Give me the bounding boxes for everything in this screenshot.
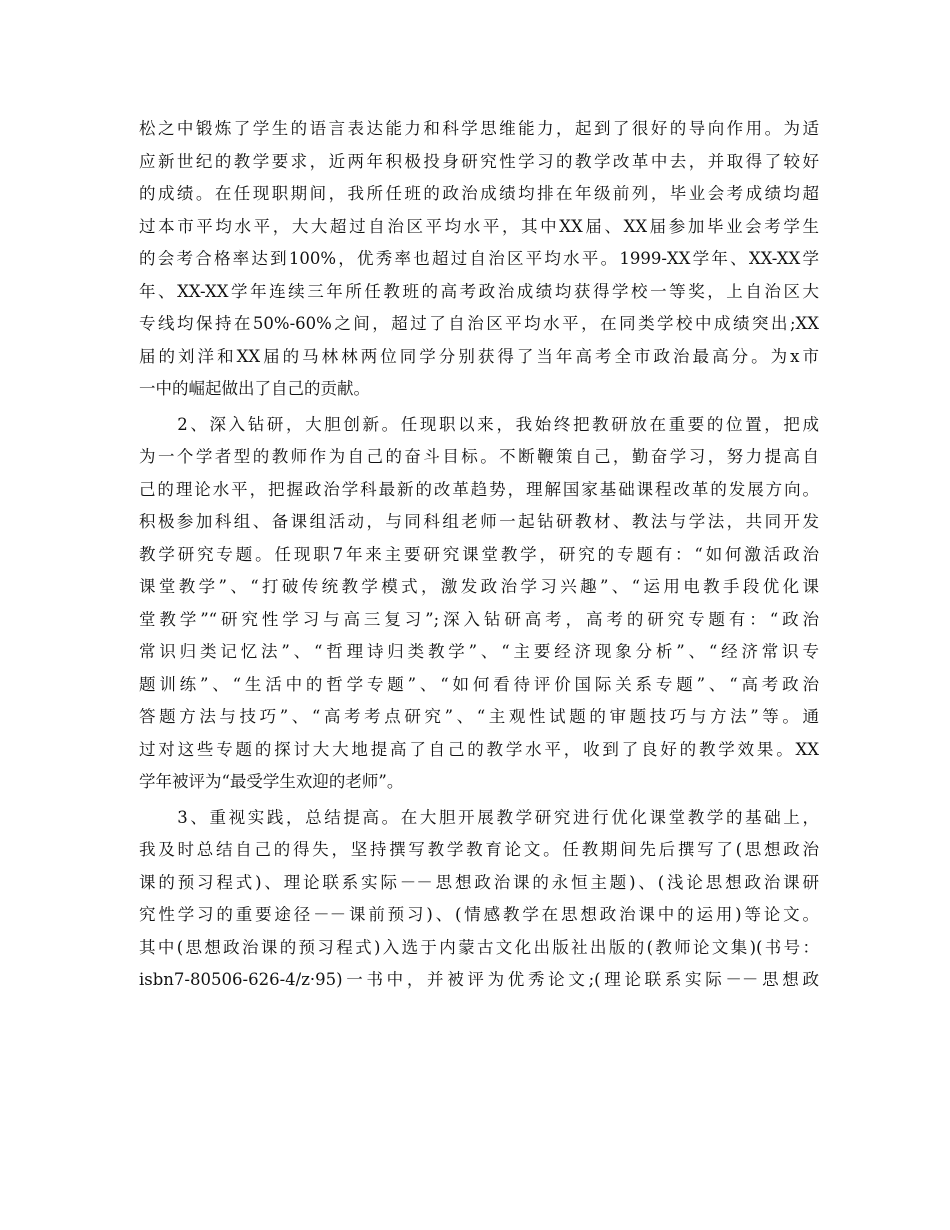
text-line: 学年被评为“最受学生欢迎的老师”。 xyxy=(139,772,404,791)
text-line: 己的理论水平，把握政治学科最新的改革趋势，理解国家基础课程改革的发展方向。 xyxy=(139,479,819,499)
text-line: 为一个学者型的教师作为自己的奋斗目标。不断鞭策自己，勤奋学习，努力提高自 xyxy=(139,447,819,466)
text-line: 题训练”、“生活中的哲学专题”、“如何看待评价国际关系专题”、“高考政治 xyxy=(139,674,819,694)
text-line: 常识归类记忆法”、“哲理诗归类教学”、“主要经济现象分析”、“经济常识专 xyxy=(139,642,819,661)
text-line: 3、重视实践，总结提高。在大胆开展教学研究进行优化课堂教学的基础上， xyxy=(139,807,819,827)
text-line: 答题方法与技巧”、“高考考点研究”、“主观性试题的审题技巧与方法”等。通 xyxy=(139,707,819,726)
text-line: 其中(思想政治课的预习程式)入选于内蒙古文化出版社出版的(教师论文集)(书号： xyxy=(139,937,819,957)
text-line: 课堂教学”、“打破传统教学模式，激发政治学习兴趣”、“运用电教手段优化课 xyxy=(139,577,819,596)
text-line: 专线均保持在50%-60%之间，超过了自治区平均水平，在同类学校中成绩突出;XX xyxy=(139,314,819,333)
text-line: 究性学习的重要途径－－课前预习)、(情感教学在思想政治课中的运用)等论文。 xyxy=(139,905,819,924)
document-body xyxy=(139,113,819,997)
text-line: 过对这些专题的探讨大大地提高了自己的教学水平，收到了良好的教学效果。XX xyxy=(139,739,819,759)
text-line: 松之中锻炼了学生的语言表达能力和科学思维能力，起到了很好的导向作用。为适 xyxy=(139,119,819,138)
text-line: 我及时总结自己的得失，坚持撰写教学教育论文。任教期间先后撰写了(思想政治 xyxy=(139,840,819,859)
text-line: 2、深入钻研，大胆创新。任现职以来，我始终把教研放在重要的位置，把成 xyxy=(139,414,819,434)
text-line: 教学研究专题。任现职7年来主要研究课堂教学，研究的专题有：“如何激活政治 xyxy=(139,544,819,564)
text-line: isbn7-80506-626-4/z·95)一书中，并被评为优秀论文;(理论联系实际－－思想政 xyxy=(139,970,819,989)
text-line: 过本市平均水平，大大超过自治区平均水平，其中XX届、XX届参加毕业会考学生 xyxy=(139,216,819,236)
text-line: 堂教学”“研究性学习与高三复习”;深入钻研高考，高考的研究专题有：“政治 xyxy=(139,609,819,629)
text-line: 一中的崛起做出了自己的贡献。 xyxy=(139,379,370,398)
text-line: 课的预习程式)、理论联系实际－－思想政治课的永恒主题)、(浅论思想政治课研 xyxy=(139,872,819,892)
text-line: 应新世纪的教学要求，近两年积极投身研究性学习的教学改革中去，并取得了较好 xyxy=(139,151,819,171)
text-line: 年、XX-XX学年连续三年所任教班的高考政治成绩均获得学校一等奖，上自治区大 xyxy=(139,281,819,301)
text-line: 的会考合格率达到100%，优秀率也超过自治区平均水平。1999-XX学年、XX-XX学 xyxy=(139,249,819,268)
text-line: 的成绩。在任现职期间，我所任班的政治成绩均排在年级前列，毕业会考成绩均超 xyxy=(139,184,819,203)
text-line: 积极参加科组、备课组活动，与同科组老师一起钻研教材、教法与学法，共同开发 xyxy=(139,512,819,531)
text-line: 届的刘洋和XX届的马林林两位同学分别获得了当年高考全市政治最高分。为x市 xyxy=(139,346,819,366)
